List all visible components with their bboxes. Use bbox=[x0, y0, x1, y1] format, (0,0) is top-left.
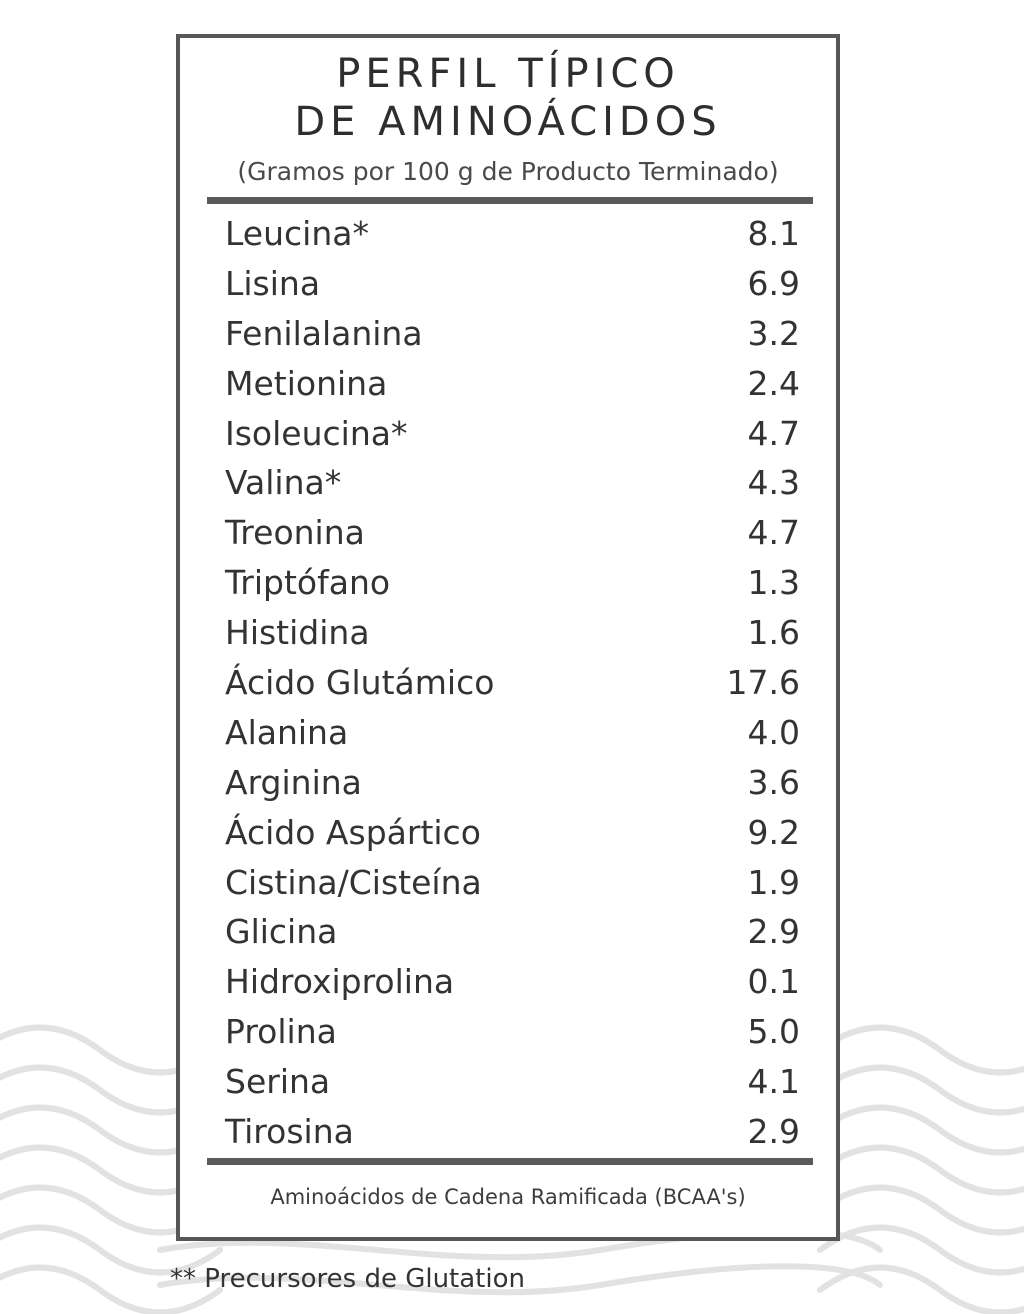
title-line-2: DE AMINOÁCIDOS bbox=[294, 99, 722, 145]
amino-acid-value: 9.2 bbox=[747, 812, 800, 852]
amino-acid-name: Leucina* bbox=[225, 214, 369, 253]
amino-acid-name: Arginina bbox=[225, 762, 362, 802]
amino-acid-value: 4.0 bbox=[747, 712, 800, 752]
amino-acid-value: 0.1 bbox=[747, 962, 800, 1002]
list-item bbox=[225, 210, 800, 260]
amino-acid-value: 6.9 bbox=[747, 263, 800, 303]
amino-acid-value: 5.0 bbox=[747, 1012, 800, 1052]
amino-acid-value: 17.6 bbox=[726, 663, 800, 703]
amino-acid-value: 4.3 bbox=[747, 463, 800, 503]
amino-acid-name: Glicina bbox=[225, 912, 338, 952]
amino-acid-name: Isoleucina* bbox=[225, 413, 408, 453]
list-item bbox=[225, 759, 800, 809]
list-item bbox=[225, 260, 800, 310]
amino-acid-value: 4.7 bbox=[747, 513, 800, 553]
list-item bbox=[225, 459, 800, 509]
list-item bbox=[225, 809, 800, 859]
bcaa-footnote: Aminoácidos de Cadena Ramificada (BCAA's) bbox=[270, 1185, 746, 1209]
list-item bbox=[225, 360, 800, 410]
amino-acid-list bbox=[225, 210, 800, 1158]
amino-acid-value: 3.6 bbox=[747, 762, 800, 802]
amino-acid-value: 1.3 bbox=[747, 563, 800, 603]
amino-acid-profile-panel bbox=[176, 34, 840, 1241]
amino-acid-name: Cistina/Cisteína bbox=[225, 862, 482, 902]
top-divider bbox=[207, 197, 813, 204]
amino-acid-name: Metionina bbox=[225, 363, 388, 403]
amino-acid-value: 3.2 bbox=[747, 313, 800, 353]
amino-acid-name: Fenilalanina bbox=[225, 313, 423, 353]
list-item bbox=[225, 609, 800, 659]
amino-acid-name: Treonina bbox=[225, 513, 365, 553]
subtitle: (Gramos por 100 g de Producto Terminado) bbox=[237, 157, 779, 186]
list-item bbox=[225, 709, 800, 759]
glutathione-footnote: ** Precursores de Glutation bbox=[170, 1264, 525, 1294]
list-item bbox=[225, 908, 800, 958]
list-item bbox=[225, 859, 800, 909]
amino-acid-name: Triptófano bbox=[225, 563, 391, 603]
amino-acid-name: Serina bbox=[225, 1062, 331, 1102]
amino-acid-name: Histidina bbox=[225, 613, 370, 653]
list-item bbox=[225, 410, 800, 460]
amino-acid-name: Ácido Glutámico bbox=[225, 663, 495, 703]
amino-acid-name: Valina* bbox=[225, 463, 342, 503]
list-item bbox=[225, 310, 800, 360]
amino-acid-name: Prolina bbox=[225, 1012, 337, 1052]
amino-acid-name: Ácido Aspártico bbox=[225, 812, 481, 852]
amino-acid-value: 8.1 bbox=[747, 214, 800, 253]
list-item bbox=[225, 659, 800, 709]
amino-acid-name: Alanina bbox=[225, 712, 349, 752]
amino-acid-name: Lisina bbox=[225, 263, 321, 303]
list-item bbox=[225, 958, 800, 1008]
title-line-1: PERFIL TÍPICO bbox=[336, 51, 680, 97]
list-item bbox=[225, 1108, 800, 1158]
amino-acid-value: 4.7 bbox=[747, 413, 800, 453]
amino-acid-value: 2.4 bbox=[747, 363, 800, 403]
list-item bbox=[225, 509, 800, 559]
amino-acid-value: 2.9 bbox=[747, 912, 800, 952]
bottom-divider bbox=[207, 1158, 813, 1165]
amino-acid-value: 4.1 bbox=[747, 1062, 800, 1102]
amino-acid-name: Tirosina bbox=[225, 1112, 354, 1152]
list-item bbox=[225, 1008, 800, 1058]
amino-acid-value: 1.6 bbox=[747, 613, 800, 653]
amino-acid-name: Hidroxiprolina bbox=[225, 962, 455, 1002]
list-item bbox=[225, 1058, 800, 1108]
amino-acid-value: 1.9 bbox=[747, 862, 800, 902]
amino-acid-value: 2.9 bbox=[747, 1112, 800, 1152]
list-item bbox=[225, 559, 800, 609]
